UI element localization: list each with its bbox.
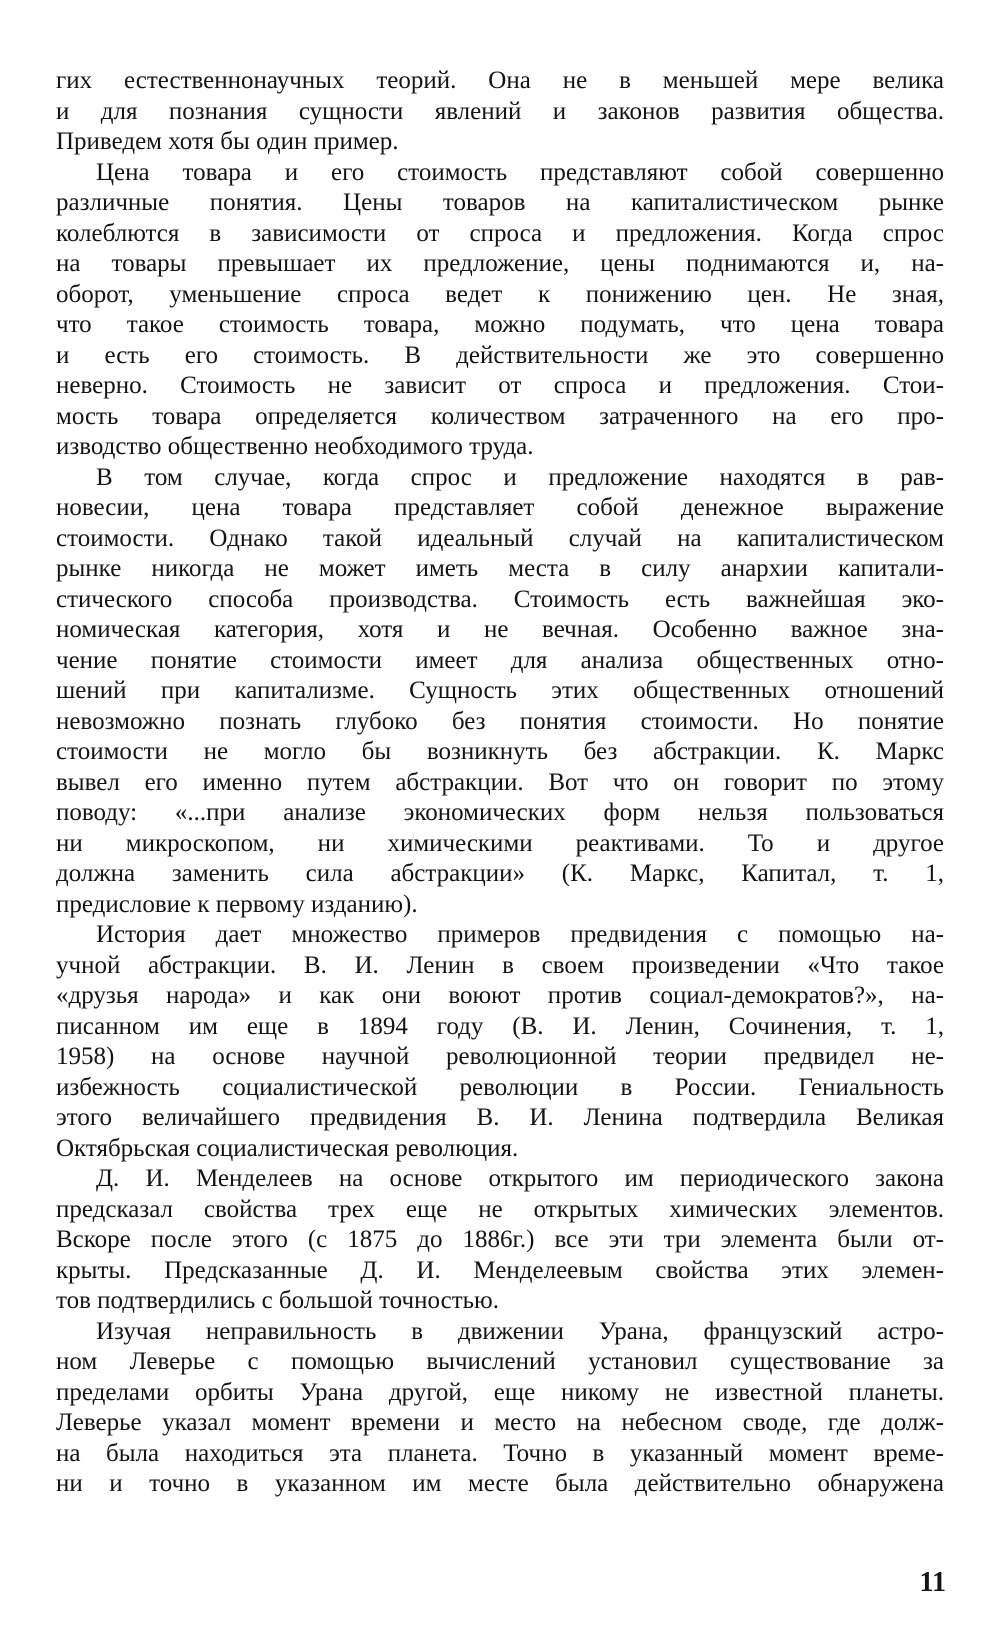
text-line: пределами орбиты Урана другой, еще никому не известной планеты. [56, 1378, 944, 1406]
text-line: «друзья народа» и как они воюют против социал-демократов?», на- [56, 982, 944, 1009]
text-line: этого величайшего предвидения В. И. Ленина подтвердила Великая [56, 1104, 944, 1131]
text-line: и есть его стоимость. В действительности же это совершенно [56, 341, 944, 369]
text-line: Октябрьская социалистическая революция. [56, 1134, 519, 1162]
paragraph-first-line: История дает множество примеров предвидения с помощью на- [96, 921, 944, 948]
text-line: стоимости не могло бы возникнуть без абстракции. К. Маркс [56, 738, 944, 765]
text-line: что такое стоимость товара, можно подумать, что цена товара [56, 311, 944, 338]
text-line: новесии, цена товара представляет собой денежное выражение [56, 494, 944, 521]
text-line: мость товара определяется количеством затраченного на его про- [56, 402, 944, 430]
text-line: ни микроскопом, ни химическими реактивами. То и другое [56, 829, 944, 857]
paragraph-first-line: Изучая неправильность в движении Урана, французский астро- [96, 1317, 944, 1345]
text-line: учной абстракции. В. И. Ленин в своем произведении «Что такое [56, 951, 944, 979]
paragraph-first-line: В том случае, когда спрос и предложение находятся в рав- [96, 463, 944, 491]
text-line: стического способа производства. Стоимость есть важнейшая эко- [56, 585, 944, 613]
text-line: Леверье указал момент времени и место на небесном своде, где долж- [56, 1409, 944, 1436]
text-line: писанном им еще в 1894 году (В. И. Ленин, Сочинения, т. 1, [56, 1012, 944, 1040]
text-line: должна заменить сила абстракции» (К. Маркс, Капитал, т. 1, [56, 860, 944, 887]
text-line: крыты. Предсказанные Д. И. Менделеевым свойства этих элемен- [56, 1256, 944, 1284]
text-line: колеблются в зависимости от спроса и предложения. Когда спрос [56, 219, 944, 247]
text-line: изводство общественно необходимого труда. [56, 433, 534, 460]
text-line: невозможно познать глубоко без понятия стоимости. Но понятие [56, 707, 944, 735]
text-line: на товары превышает их предложение, цены поднимаются и, на- [56, 250, 944, 277]
text-line: рынке никогда не может иметь места в силу анархии капитали- [56, 555, 944, 582]
text-line: ни и точно в указанном им месте была действительно обнаружена [56, 1470, 944, 1497]
text-line: и для познания сущности явлений и законов развития общества. [56, 97, 944, 125]
text-line: поводу: «...при анализе экономических форм нельзя пользоваться [56, 799, 944, 826]
page-number: 11 [919, 1567, 946, 1598]
text-line: 1958) на основе научной революционной теории предвидел не- [56, 1043, 944, 1070]
text-line: неверно. Стоимость не зависит от спроса и предложения. Стои- [56, 372, 944, 399]
text-line: шений при капитализме. Сущность этих общественных отношений [56, 677, 944, 704]
text-line: вывел его именно путем абстракции. Вот что он говорит по этому [56, 768, 944, 796]
text-line: гих естественнонаучных теорий. Она не в меньшей мере велика [56, 67, 944, 94]
text-line: предсказал свойства трех еще не открытых химических элементов. [56, 1195, 944, 1223]
text-line: Вскоре после этого (с 1875 до 1886г.) все эти три элемента были от- [56, 1226, 944, 1253]
text-line: чение понятие стоимости имеет для анализа общественных отно- [56, 646, 944, 674]
text-line: стоимости. Однако такой идеальный случай на капиталистическом [56, 524, 944, 552]
text-line: Приведем хотя бы один пример. [56, 128, 399, 155]
text-line: на была находиться эта планета. Точно в указанный момент време- [56, 1439, 944, 1467]
text-line: избежность социалистической революции в России. Гениальность [56, 1073, 944, 1101]
text-line: тов подтвердились с большой точностью. [56, 1287, 499, 1314]
text-line: предисловие к первому изданию). [56, 890, 418, 918]
paragraph-first-line: Д. И. Менделеев на основе открытого им периодического закона [96, 1165, 944, 1192]
text-line: номическая категория, хотя и не вечная. Особенно важное зна- [56, 616, 944, 643]
text-line: ном Леверье с помощью вычислений установил существование за [56, 1348, 944, 1375]
body-text [56, 66, 944, 1500]
paragraph-first-line: Цена товара и его стоимость представляют собой совершенно [96, 158, 944, 186]
text-line: различные понятия. Цены товаров на капиталистическом рынке [56, 189, 944, 216]
text-line: оборот, уменьшение спроса ведет к понижению цен. Не зная, [56, 280, 944, 308]
